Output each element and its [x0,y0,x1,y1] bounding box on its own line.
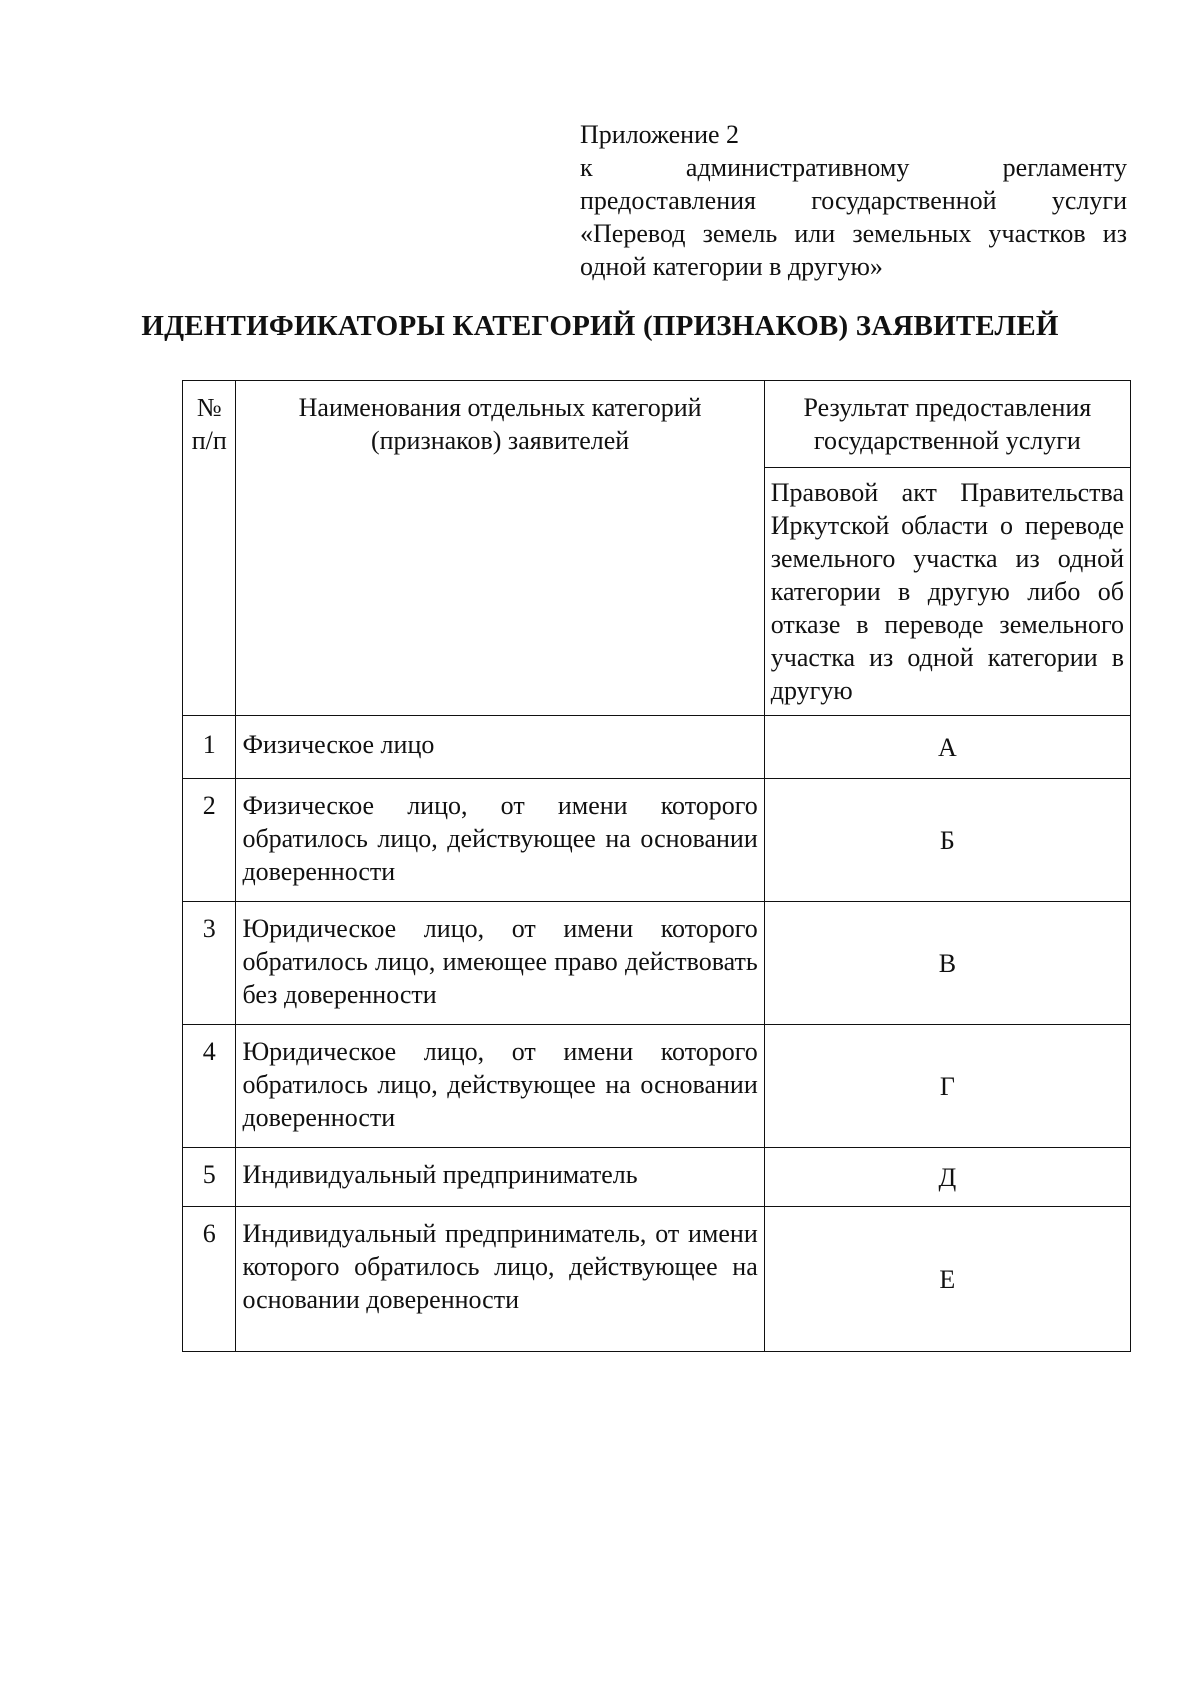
header-result: Результат предоставления государственной услуги [764,381,1130,468]
row-category-name: Физическое лицо, от имени которого обратилось лицо, действующее на основании доверенности [236,779,764,902]
row-result-code: А [764,716,1130,779]
table-row [183,1025,1131,1148]
table-row [183,1148,1131,1207]
table-header-row [183,381,1131,468]
row-category-name: Юридическое лицо, от имени которого обратилось лицо, имеющее право действовать без доверенности [236,902,764,1025]
row-result-code: Д [764,1148,1130,1207]
header-result-detail: Правовой акт Правительства Иркутской области о переводе земельного участка из одной категории в другую либо об отказе в переводе земельного участка из одной категории в другую [764,468,1130,716]
table-row [183,1207,1131,1352]
appendix-line-4: «Перевод земель или земельных участков из [580,219,1127,248]
appendix-line-5: одной категории в другую» [580,252,883,281]
row-number: 4 [183,1025,236,1148]
row-number: 3 [183,902,236,1025]
appendix-line-3: предоставления государственной услуги [580,186,1127,215]
row-result-code: Б [764,779,1130,902]
identifiers-table [182,380,1131,1352]
row-result-code: Г [764,1025,1130,1148]
row-category-name: Индивидуальный предприниматель, от имени которого обратилось лицо, действующее на основании доверенности [236,1207,764,1352]
table-row [183,779,1131,902]
header-name: Наименования отдельных категорий (признаков) заявителей [236,381,764,716]
row-number: 2 [183,779,236,902]
document-title: ИДЕНТИФИКАТОРЫ КАТЕГОРИЙ (ПРИЗНАКОВ) ЗАЯВИТЕЛЕЙ [141,310,1059,342]
row-result-code: Е [764,1207,1130,1352]
row-number: 5 [183,1148,236,1207]
row-category-name: Индивидуальный предприниматель [236,1148,764,1207]
row-number: 1 [183,716,236,779]
row-category-name: Физическое лицо [236,716,764,779]
row-result-code: В [764,902,1130,1025]
appendix-header [580,118,1127,283]
table-row [183,716,1131,779]
appendix-line-2: к административному регламенту [580,153,1127,182]
table-row [183,902,1131,1025]
row-category-name: Юридическое лицо, от имени которого обратилось лицо, действующее на основании доверенности [236,1025,764,1148]
appendix-line-1: Приложение 2 [580,120,740,149]
header-number: № п/п [183,381,236,716]
row-number: 6 [183,1207,236,1352]
